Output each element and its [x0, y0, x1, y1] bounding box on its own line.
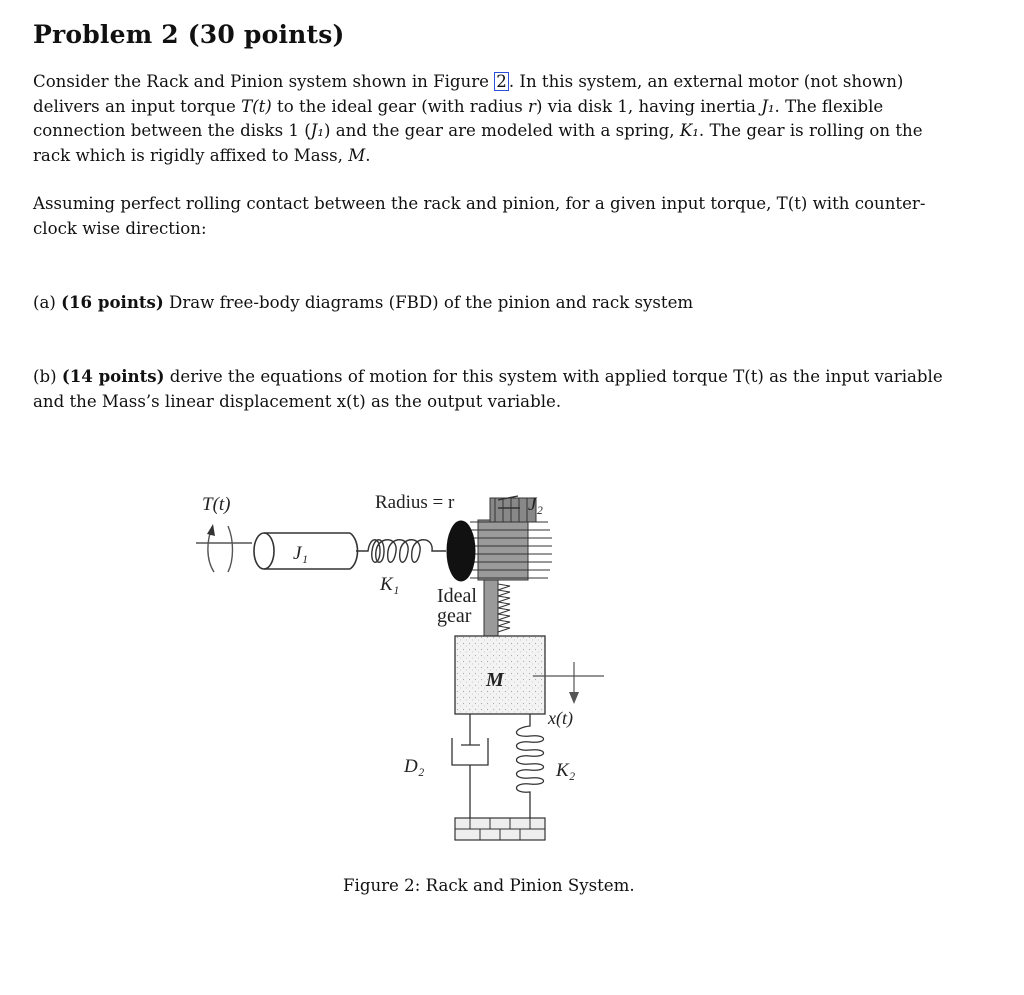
- ideal-label: Ideal: [437, 585, 477, 607]
- intro-line-4: rack which is rigidly affixed to Mass, M.: [33, 145, 371, 165]
- part-b-points: (14 points): [61, 366, 165, 386]
- figure-reference-link[interactable]: 2: [496, 72, 507, 91]
- problem-title: Problem 2 (30 points): [33, 20, 345, 49]
- assume-line-1: Assuming perfect rolling contact between the rack and pinion, for a given input torque, T(t) with counter-: [33, 194, 926, 213]
- radius-label: Radius = r: [375, 492, 455, 513]
- part-b-line-2: and the Mass’s linear displacement x(t) as the output variable.: [33, 391, 562, 411]
- intro-line-2: delivers an input torque T(t) to the ideal gear (with radius r) via disk 1, having inertia J₁. The flexible: [33, 96, 884, 116]
- part-b-label: (b): [33, 367, 57, 386]
- intro-paragraph: [33, 70, 963, 168]
- spring-k1: [356, 540, 446, 563]
- mass-label: M: [486, 669, 504, 691]
- rack: [484, 580, 510, 638]
- part-b: [33, 364, 963, 414]
- part-b-line-1: derive the equations of motion for this system with applied torque T(t) as the input variable: [169, 367, 943, 386]
- intro-line-3: connection between the disks 1 (J₁) and the gear are modeled with a spring, K₁. The gear is rolling on the: [33, 121, 923, 140]
- part-a-text: Draw free-body diagrams (FBD) of the pinion and rack system: [169, 293, 694, 312]
- torque-arrow-icon: [196, 524, 252, 572]
- rack-pinion-figure: [180, 480, 630, 860]
- part-a-label: (a): [33, 293, 56, 312]
- part-a-points: (16 points): [61, 292, 164, 312]
- ground-base: [455, 818, 545, 840]
- k1-label: K₁: [380, 574, 400, 595]
- assume-line-2: clock wise direction:: [33, 218, 207, 238]
- j2-label: J₂: [528, 494, 544, 515]
- assumption-paragraph: [33, 192, 963, 241]
- part-a: [33, 290, 963, 316]
- d2-label: D₂: [404, 756, 425, 777]
- displacement-label: x(t): [548, 708, 573, 728]
- j1-label: J₁: [293, 543, 309, 564]
- spring-k2: [517, 714, 544, 820]
- torque-label: T(t): [202, 494, 231, 515]
- figure-caption: Figure 2: Rack and Pinion System.: [343, 876, 635, 895]
- k2-label: K₂: [556, 760, 576, 781]
- gear-label: gear: [437, 605, 472, 627]
- intro-line-1: Consider the Rack and Pinion system shown in Figure 2 . In this system, an external motor (not shown): [33, 72, 904, 91]
- damper-d2: [452, 714, 488, 820]
